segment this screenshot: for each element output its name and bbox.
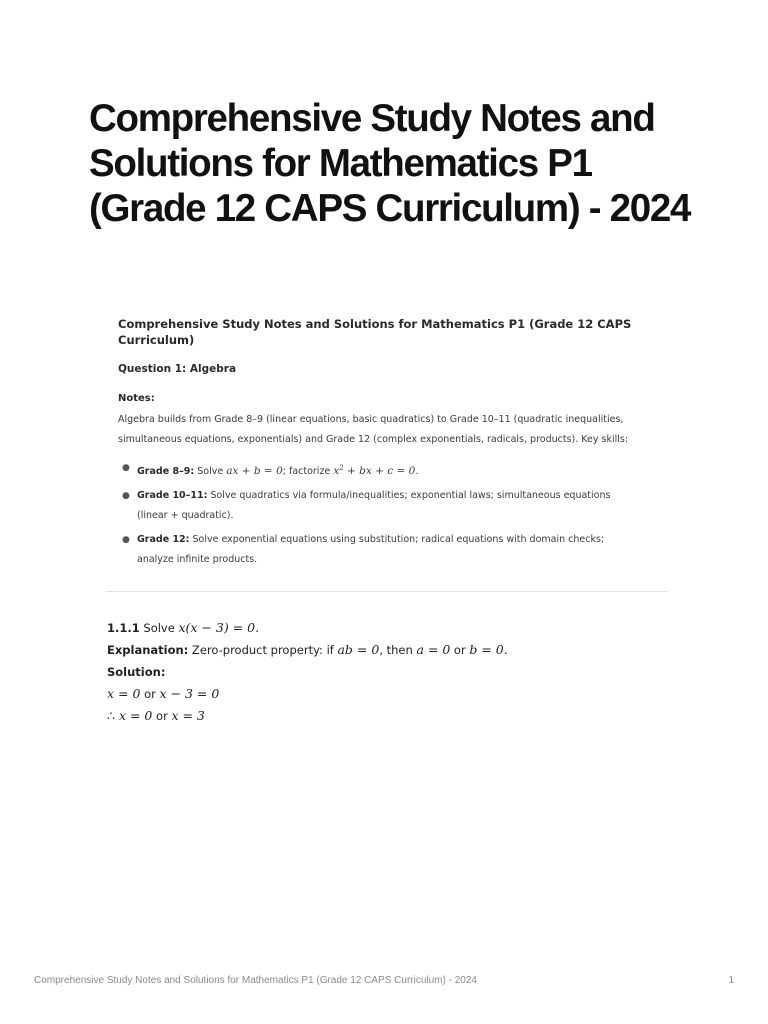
math-expression: x = 0 <box>107 686 141 701</box>
punctuation: . <box>255 620 260 635</box>
explanation-label: Explanation: <box>107 643 189 657</box>
skill-text: . <box>415 466 419 478</box>
notes-label: Notes: <box>118 393 155 404</box>
math-expression: + bx + c = 0 <box>343 465 416 478</box>
step-text: or <box>152 709 172 723</box>
skill-grade: Grade 12: <box>137 534 190 546</box>
math-exponent: 2 <box>339 464 344 472</box>
solution-step-2 <box>107 705 667 727</box>
math-expression: x = 0 <box>118 708 153 723</box>
skill-text: Solve exponential equations using substitution; radical equations with domain checks; analyze infinite products. <box>137 534 605 566</box>
bullet-icon: ● <box>122 491 130 502</box>
prompt-text: Solve <box>139 621 179 635</box>
solution-label: Solution: <box>107 665 166 679</box>
footer-title: Comprehensive Study Notes and Solutions for Mathematics P1 (Grade 12 CAPS Curriculum) - 2024 <box>34 975 477 986</box>
page-number: 1 <box>728 975 734 986</box>
document-title: Comprehensive Study Notes and Solutions for Mathematics P1 (Grade 12 CAPS Curriculum) - 2024 <box>89 97 691 230</box>
punctuation: . <box>503 642 508 657</box>
math-expression: x <box>333 465 340 478</box>
key-skills-list <box>118 458 638 570</box>
explanation-text: , then <box>379 643 417 657</box>
skill-text: Solve quadratics via formula/inequalities; exponential laws; simultaneous equations (linear + quadratic). <box>137 490 611 522</box>
math-expression: ab = 0 <box>337 642 380 657</box>
math-expression: x(x − 3) = 0 <box>178 620 256 635</box>
solution-block <box>107 617 667 727</box>
math-expression: x = 3 <box>171 708 205 723</box>
list-item <box>118 530 638 570</box>
problem-statement <box>107 617 667 639</box>
math-expression: b = 0 <box>469 642 504 657</box>
bullet-icon: ● <box>122 535 130 546</box>
embedded-notes-page <box>118 316 638 574</box>
explanation-text: or <box>450 643 470 657</box>
skill-grade: Grade 10–11: <box>137 490 208 502</box>
math-expression: x − 3 = 0 <box>159 686 220 701</box>
section-divider <box>106 591 668 592</box>
list-item <box>118 486 638 526</box>
skill-text: Solve <box>194 466 227 478</box>
skill-grade: Grade 8–9: <box>137 466 195 478</box>
question-heading: Question 1: Algebra <box>118 363 237 375</box>
math-expression: ax + b = 0 <box>226 465 283 478</box>
explanation-text: Zero-product property: if <box>188 643 338 657</box>
skill-text: ; factorize <box>282 466 334 478</box>
embedded-title: Comprehensive Study Notes and Solutions for Mathematics P1 (Grade 12 CAPS Curriculum) <box>118 317 632 347</box>
list-item <box>118 458 638 482</box>
solution-step-1 <box>107 683 667 705</box>
item-number: 1.1.1 <box>107 621 140 635</box>
notes-text: Algebra builds from Grade 8–9 (linear equations, basic quadratics) to Grade 10–11 (quadratic inequalities, simultaneous equations, exponentials) and Grade 12 (complex exponentials, radicals, products). Key skills: <box>118 414 629 445</box>
therefore-symbol: ∴ <box>107 708 119 723</box>
explanation <box>107 639 667 661</box>
solution-label-row <box>107 661 667 683</box>
bullet-icon: ● <box>122 463 130 473</box>
math-expression: a = 0 <box>416 642 451 657</box>
step-text: or <box>140 687 160 701</box>
